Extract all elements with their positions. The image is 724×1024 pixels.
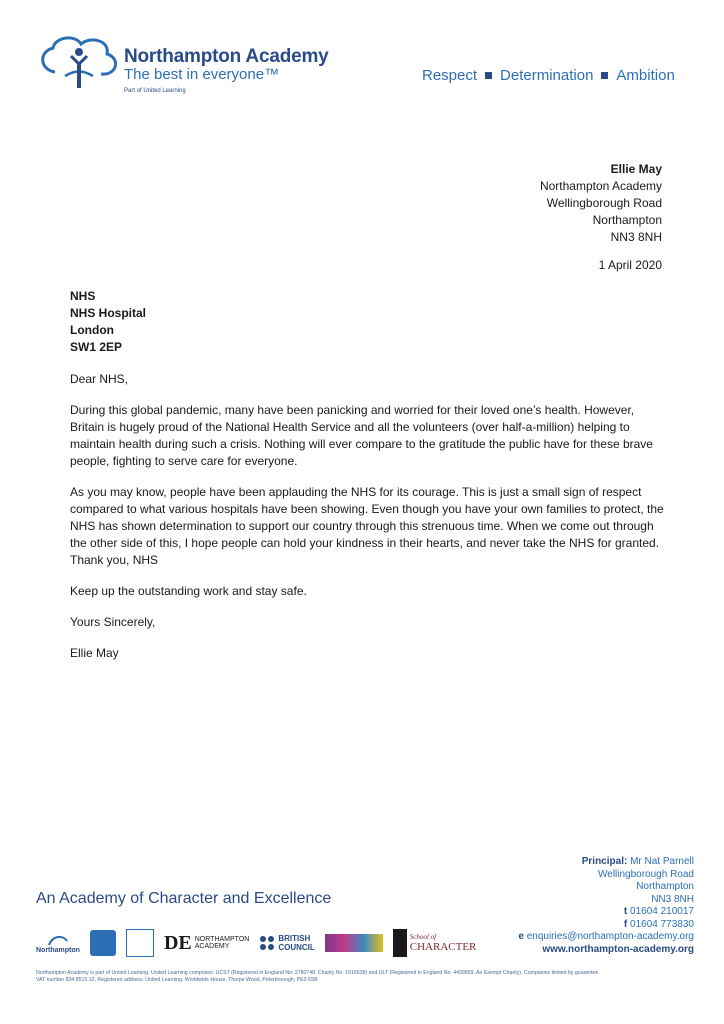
- dots-icon: [259, 935, 275, 951]
- body-paragraph: As you may know, people have been applauding the NHS for its courage. This is just a small sign of respect compared to what various hospitals have been showing. Even though you have your own families to protect, the NHS has shown determination to support our country through this strenuous time. When we come out through the other side of this, I hope people can hold your kindness in their hearts, and never take the NHS for granted. Thank you, NHS: [70, 485, 664, 567]
- sender-line: NN3 8NH: [610, 230, 662, 244]
- square-bullet-icon: [601, 72, 608, 79]
- body-paragraph: During this global pandemic, many have been panicking and worried for their loved one’s health. However, Britain is hugely proud of the National Health Service and all the volunteers (over half-a-million) helping to maintain health during such a crisis. Nothing will ever compare to the gratitude the public have for these brave people, fighting to serve care for everyone.: [70, 403, 653, 468]
- recipient-line: London: [70, 323, 114, 337]
- value-ambition: Ambition: [616, 67, 675, 84]
- sports-award-logo: [90, 930, 116, 956]
- de-icon: DE: [163, 931, 192, 954]
- footer-address-line: NN3 8NH: [651, 893, 694, 905]
- email-link[interactable]: enquiries@northampton-academy.org: [526, 931, 694, 942]
- sender-line: Wellingborough Road: [546, 196, 662, 210]
- principal-name: Mr Nat Parnell: [630, 856, 694, 867]
- email-label: e: [518, 931, 524, 942]
- letter-body: [70, 371, 666, 674]
- school-values: [422, 67, 675, 84]
- de-school-text: NORTHAMPTON: [194, 936, 250, 943]
- legal-footer: [36, 970, 696, 984]
- wellbeing-award-logo: [126, 929, 154, 957]
- academy-motto: An Academy of Character and Excellence: [36, 890, 332, 907]
- school-name: Northampton Academy: [124, 46, 329, 67]
- tel-label: t: [623, 906, 628, 917]
- tel-number: 01604 210017: [630, 906, 694, 917]
- tree-logo-icon: [35, 32, 125, 94]
- fax-number: 01604 773830: [630, 918, 694, 930]
- bc-text: COUNCIL: [278, 943, 315, 952]
- accreditation-logos: [36, 925, 476, 961]
- value-respect: Respect: [422, 67, 478, 84]
- swirl-icon: [47, 933, 69, 947]
- sender-line: Northampton: [592, 213, 662, 227]
- recipient-line: SW1 2EP: [70, 340, 123, 354]
- contact-block: [518, 856, 694, 956]
- part-of-label: Part of United Learning: [124, 88, 186, 94]
- salutation: Dear NHS,: [70, 372, 129, 386]
- recipient-line: NHS: [70, 289, 96, 303]
- partnership-logo: [36, 933, 80, 954]
- signature: Ellie May: [70, 646, 119, 660]
- legal-line: VAT number 834 8515 12. Registered address: United Learning, Worldwide House, Thorpe Wood, Peterborough, PE3 6SB: [36, 977, 318, 983]
- partnership-logo-text: Northampton: [36, 946, 80, 954]
- sender-line: Northampton Academy: [539, 179, 662, 193]
- british-council-logo: [259, 934, 314, 952]
- letter-date: 1 April 2020: [598, 258, 662, 272]
- sender-address: [540, 161, 662, 246]
- school-of-character-logo: [393, 929, 477, 957]
- recipient-line: NHS Hospital: [70, 306, 147, 320]
- duke-of-edinburgh-logo: [164, 932, 249, 955]
- closing: Yours Sincerely,: [70, 615, 156, 629]
- fax-label: f: [623, 918, 628, 930]
- website-link[interactable]: www.northampton-academy.org: [542, 943, 694, 955]
- square-bullet-icon: [485, 72, 492, 79]
- recipient-address: [70, 288, 146, 356]
- body-paragraph: Keep up the outstanding work and stay safe.: [70, 584, 307, 598]
- value-determination: Determination: [500, 67, 594, 84]
- legal-line: Northampton Academy is part of United Learning. United Learning comprises: UCST (Registered in England No: 2780748. Charity No. 1016538) and ULT (Registered in England No. 4439859. An Exempt Charity). Companies limited by guarantee.: [36, 970, 600, 976]
- footer-address-line: Wellingborough Road: [598, 868, 694, 880]
- character-text: CHARACTER: [409, 941, 477, 953]
- sender-name: Ellie May: [610, 162, 662, 176]
- character-text: School of: [409, 933, 437, 941]
- school-tagline: The best in everyone™: [124, 66, 280, 83]
- bc-text: BRITISH: [278, 934, 311, 943]
- footer-address-line: Northampton: [636, 881, 694, 892]
- character-shield-icon: [393, 929, 407, 957]
- international-award-logo: [325, 934, 383, 952]
- principal-label: Principal:: [581, 856, 628, 867]
- de-school-text: ACADEMY: [194, 943, 230, 950]
